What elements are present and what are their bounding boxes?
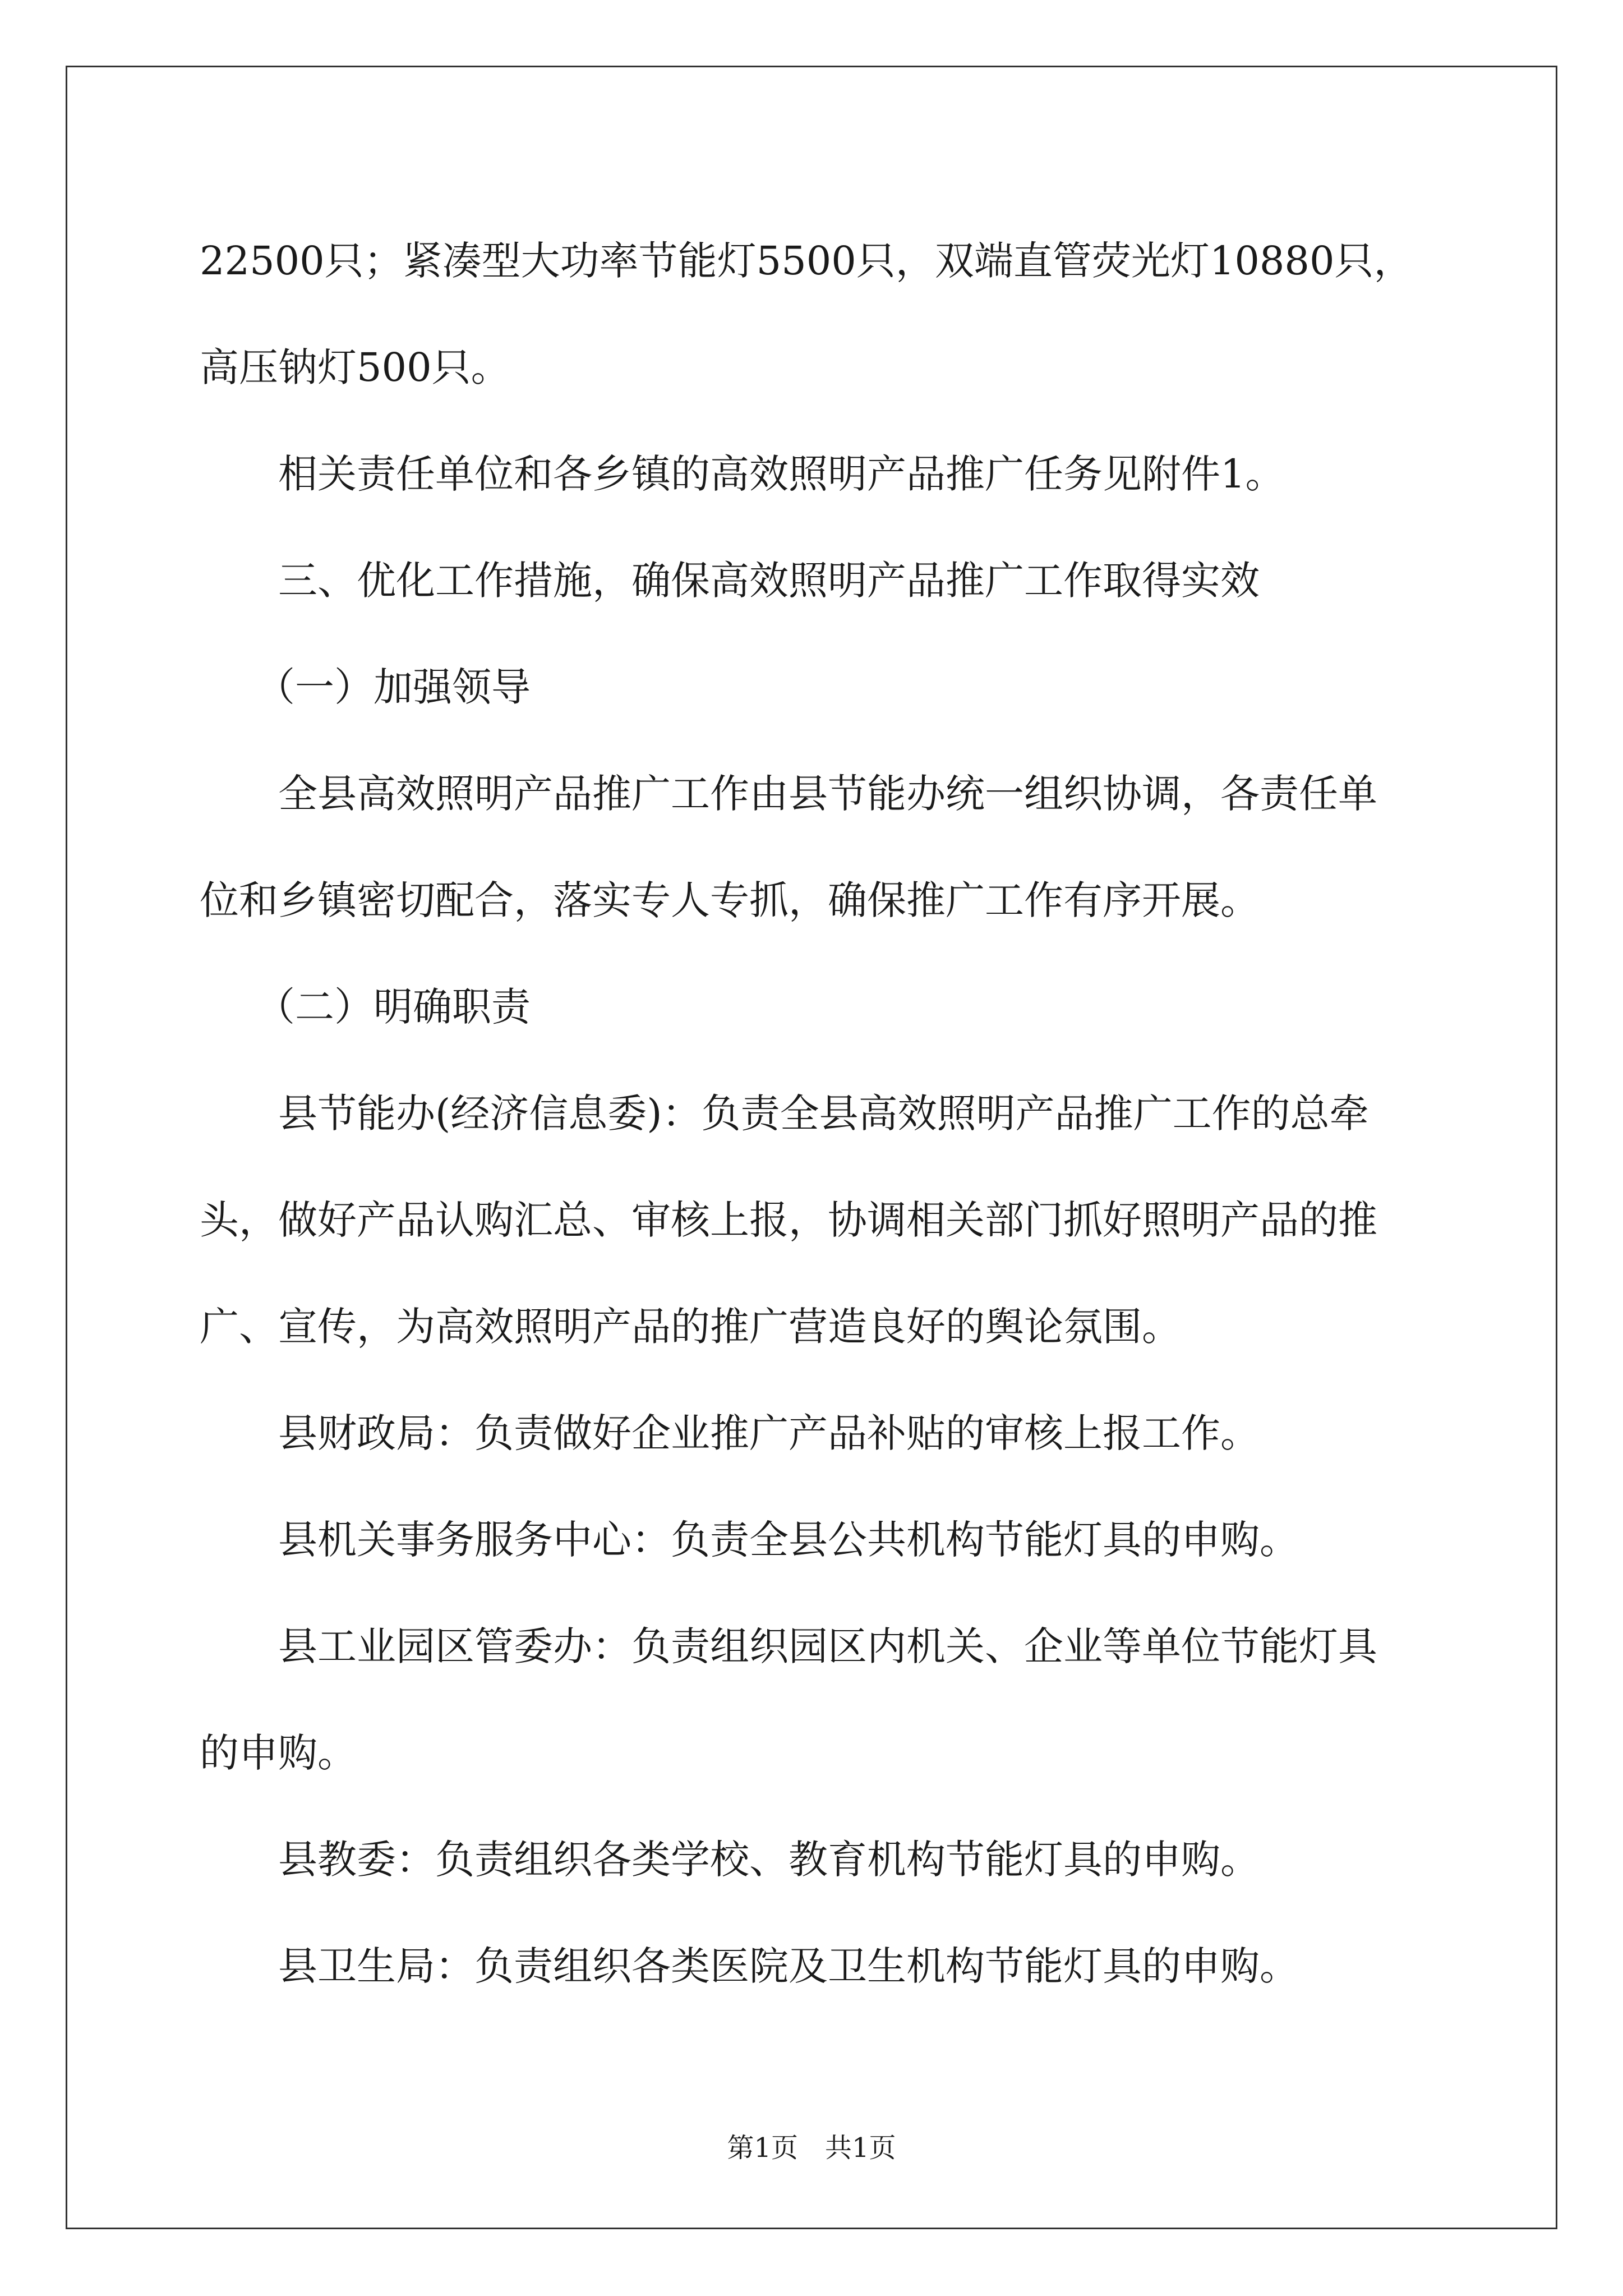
paragraph-line: 县节能办(经济信息委)：负责全县高效照明产品推广工作的总牵 [278, 1091, 1369, 1137]
paragraph-line: 县工业园区管委办：负责组织园区内机关、企业等单位节能灯具 [278, 1623, 1377, 1669]
page-number: 第1页 共1页 [727, 2132, 896, 2164]
paragraph-line: 县机关事务服务中心：负责全县公共机构节能灯具的申购。 [278, 1517, 1299, 1563]
paragraph-line: 县教委：负责组织各类学校、教育机构节能灯具的申购。 [278, 1837, 1260, 1883]
document-body [200, 208, 1490, 2019]
paragraph-line: 头，做好产品认购汇总、审核上报，协调相关部门抓好照明产品的推 [200, 1197, 1377, 1243]
paragraph-line: 的申购。 [200, 1730, 357, 1776]
paragraph-line: 县财政局：负责做好企业推广产品补贴的审核上报工作。 [278, 1410, 1260, 1456]
subsection-heading: （二）明确职责 [256, 984, 531, 1030]
paragraph-line: 位和乡镇密切配合，落实专人专抓，确保推广工作有序开展。 [200, 877, 1260, 923]
paragraph-line: 高压钠灯500只。 [200, 344, 510, 390]
paragraph-line: 相关责任单位和各乡镇的高效照明产品推广任务见附件1。 [278, 451, 1285, 497]
section-heading: 三、优化工作措施，确保高效照明产品推广工作取得实效 [278, 558, 1260, 604]
paragraph-line: 广、宣传，为高效照明产品的推广营造良好的舆论氛围。 [200, 1304, 1181, 1350]
paragraph-line: 县卫生局：负责组织各类医院及卫生机构节能灯具的申购。 [278, 1943, 1299, 1989]
subsection-heading: （一）加强领导 [256, 664, 531, 710]
paragraph-line: 22500只；紧凑型大功率节能灯5500只，双端直管荧光灯10880只， [200, 238, 1413, 284]
paragraph-line: 全县高效照明产品推广工作由县节能办统一组织协调，各责任单 [278, 771, 1377, 817]
